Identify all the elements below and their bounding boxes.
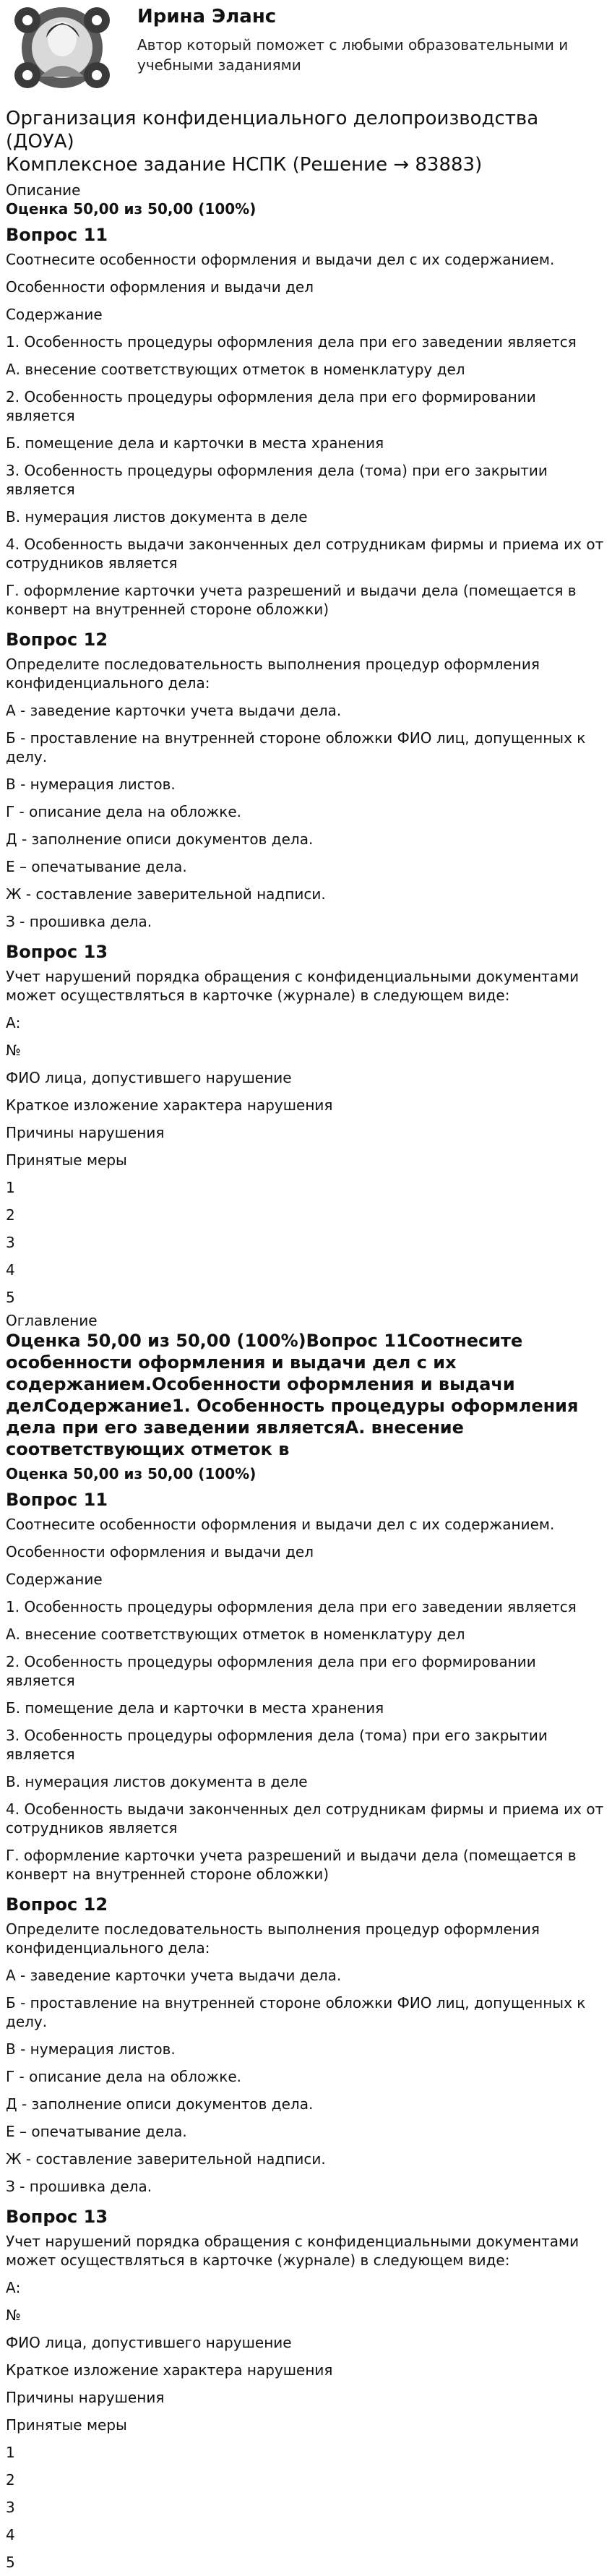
- score-line: Оценка 50,00 из 50,00 (100%): [6, 200, 257, 218]
- document-title-line-1: Организация конфиденциального делопроизводства (ДОУА): [6, 108, 539, 153]
- question-line: Соотнесите особенности оформления и выдачи дел с их содержанием.: [6, 1516, 555, 1533]
- question-line: Б - проставление на внутренней стороне обложки ФИО лиц, допущенных к делу.: [6, 1994, 586, 2030]
- question-line: В. нумерация листов документа в деле: [6, 508, 308, 525]
- author-name: Ирина Эланс: [137, 6, 277, 27]
- question-line: Б. помещение дела и карточки в места хранения: [6, 434, 384, 452]
- question-line: Определите последовательность выполнения процедур оформления конфиденциального дела:: [6, 656, 540, 692]
- question-line: А. внесение соответствующих отметок в номенклатуру дел: [6, 361, 465, 378]
- question-heading: Вопрос 13: [6, 942, 108, 962]
- question-line: 4. Особенность выдачи законченных дел сотрудникам фирмы и приема их от сотрудников является: [6, 536, 604, 572]
- question-heading: Вопрос 13: [6, 2207, 108, 2227]
- question-line: Краткое изложение характера нарушения: [6, 1096, 333, 1114]
- question-line: 1: [6, 2444, 15, 2461]
- question-line: А - заведение карточки учета выдачи дела.: [6, 1967, 342, 1984]
- question-line: Б. помещение дела и карточки в места хранения: [6, 1699, 384, 1717]
- question-line: 2. Особенность процедуры оформления дела при его формировании является: [6, 1653, 536, 1689]
- question-line: В - нумерация листов.: [6, 2040, 176, 2058]
- question-line: ФИО лица, допустившего нарушение: [6, 1069, 292, 1086]
- question-line: 2: [6, 1206, 15, 1224]
- question-line: 4: [6, 2526, 15, 2543]
- question-line: Г. оформление карточки учета разрешений и выдачи дела (помещается в конверт на внутренней стороне обложки): [6, 582, 577, 618]
- question-line: Д - заполнение описи документов дела.: [6, 830, 314, 848]
- question-line: А. внесение соответствующих отметок в номенклатуру дел: [6, 1626, 465, 1643]
- question-heading: Вопрос 12: [6, 1894, 108, 1915]
- question-line: В - нумерация листов.: [6, 776, 176, 793]
- question-line: А:: [6, 2279, 21, 2296]
- question-line: Соотнесите особенности оформления и выдачи дел с их содержанием.: [6, 251, 555, 268]
- document-title-line-2: Комплексное задание НСПК (Решение → 83883): [6, 154, 483, 176]
- question-line: А:: [6, 1014, 21, 1031]
- question-line: Краткое изложение характера нарушения: [6, 2361, 333, 2379]
- question-line: Особенности оформления и выдачи дел: [6, 278, 314, 296]
- question-line: Принятые меры: [6, 2416, 127, 2434]
- author-header: [6, 0, 605, 101]
- question-line: ФИО лица, допустившего нарушение: [6, 2334, 292, 2351]
- question-line: З - прошивка дела.: [6, 913, 152, 930]
- question-line: 5: [6, 2554, 15, 2571]
- question-line: №: [6, 2306, 21, 2324]
- question-line: Е – опечатывание дела.: [6, 2123, 187, 2140]
- question-line: 3: [6, 2499, 15, 2516]
- question-line: Определите последовательность выполнения процедур оформления конфиденциального дела:: [6, 1920, 540, 1957]
- author-description: Автор который поможет с любыми образовательными и учебными заданиями: [137, 36, 569, 74]
- question-line: 4: [6, 1261, 15, 1279]
- description-label: Описание: [6, 181, 81, 199]
- question-line: Содержание: [6, 306, 103, 323]
- question-line: Причины нарушения: [6, 1124, 165, 1141]
- question-line: 1: [6, 1179, 15, 1196]
- question-heading: Вопрос 11: [6, 1490, 108, 1510]
- toc-score: Оценка 50,00 из 50,00 (100%): [6, 1465, 257, 1482]
- question-line: Особенности оформления и выдачи дел: [6, 1543, 314, 1560]
- question-heading: Вопрос 11: [6, 225, 108, 245]
- toc-label: Оглавление: [6, 1312, 98, 1329]
- question-line: Содержание: [6, 1571, 103, 1588]
- question-line: Учет нарушений порядка обращения с конфиденциальными документами может осуществляться в карточке (журнале) в следующем виде:: [6, 968, 579, 1004]
- question-line: 2. Особенность процедуры оформления дела при его формировании является: [6, 388, 536, 424]
- document-title: [6, 107, 605, 176]
- question-line: Ж - составление заверительной надписи.: [6, 2150, 326, 2168]
- question-line: Учет нарушений порядка обращения с конфиденциальными документами может осуществляться в карточке (журнале) в следующем виде:: [6, 2233, 579, 2269]
- question-line: 5: [6, 1289, 15, 1306]
- question-line: 2: [6, 2471, 15, 2489]
- question-line: Б - проставление на внутренней стороне обложки ФИО лиц, допущенных к делу.: [6, 729, 586, 765]
- question-line: 1. Особенность процедуры оформления дела при его заведении является: [6, 1598, 577, 1615]
- question-line: №: [6, 1042, 21, 1059]
- question-line: В. нумерация листов документа в деле: [6, 1773, 308, 1790]
- question-line: 3: [6, 1234, 15, 1251]
- question-line: Г. оформление карточки учета разрешений и выдачи дела (помещается в конверт на внутренней стороне обложки): [6, 1847, 577, 1883]
- toc-summary: Оценка 50,00 из 50,00 (100%)Вопрос 11Соотнесите особенности оформления и выдачи дел с их содержанием.Особенности оформления и выдачи делСодержание1. Особенность процедуры оформления дела при его заведении являетсяА. внесение соответствующих отметок в: [6, 1331, 579, 1459]
- question-line: Причины нарушения: [6, 2389, 165, 2406]
- question-line: Ж - составление заверительной надписи.: [6, 885, 326, 903]
- question-line: Принятые меры: [6, 1151, 127, 1169]
- question-line: Д - заполнение описи документов дела.: [6, 2095, 314, 2113]
- question-line: 1. Особенность процедуры оформления дела при его заведении является: [6, 333, 577, 351]
- question-line: А - заведение карточки учета выдачи дела.: [6, 702, 342, 719]
- author-avatar: [12, 4, 113, 91]
- question-line: 3. Особенность процедуры оформления дела (тома) при его закрытии является: [6, 462, 548, 498]
- question-line: 4. Особенность выдачи законченных дел сотрудникам фирмы и приема их от сотрудников является: [6, 1800, 604, 1837]
- question-heading: Вопрос 12: [6, 630, 108, 650]
- question-line: Г - описание дела на обложке.: [6, 803, 241, 820]
- question-line: Е – опечатывание дела.: [6, 858, 187, 875]
- question-line: З - прошивка дела.: [6, 2178, 152, 2195]
- question-line: 3. Особенность процедуры оформления дела (тома) при его закрытии является: [6, 1727, 548, 1763]
- question-line: Г - описание дела на обложке.: [6, 2068, 241, 2085]
